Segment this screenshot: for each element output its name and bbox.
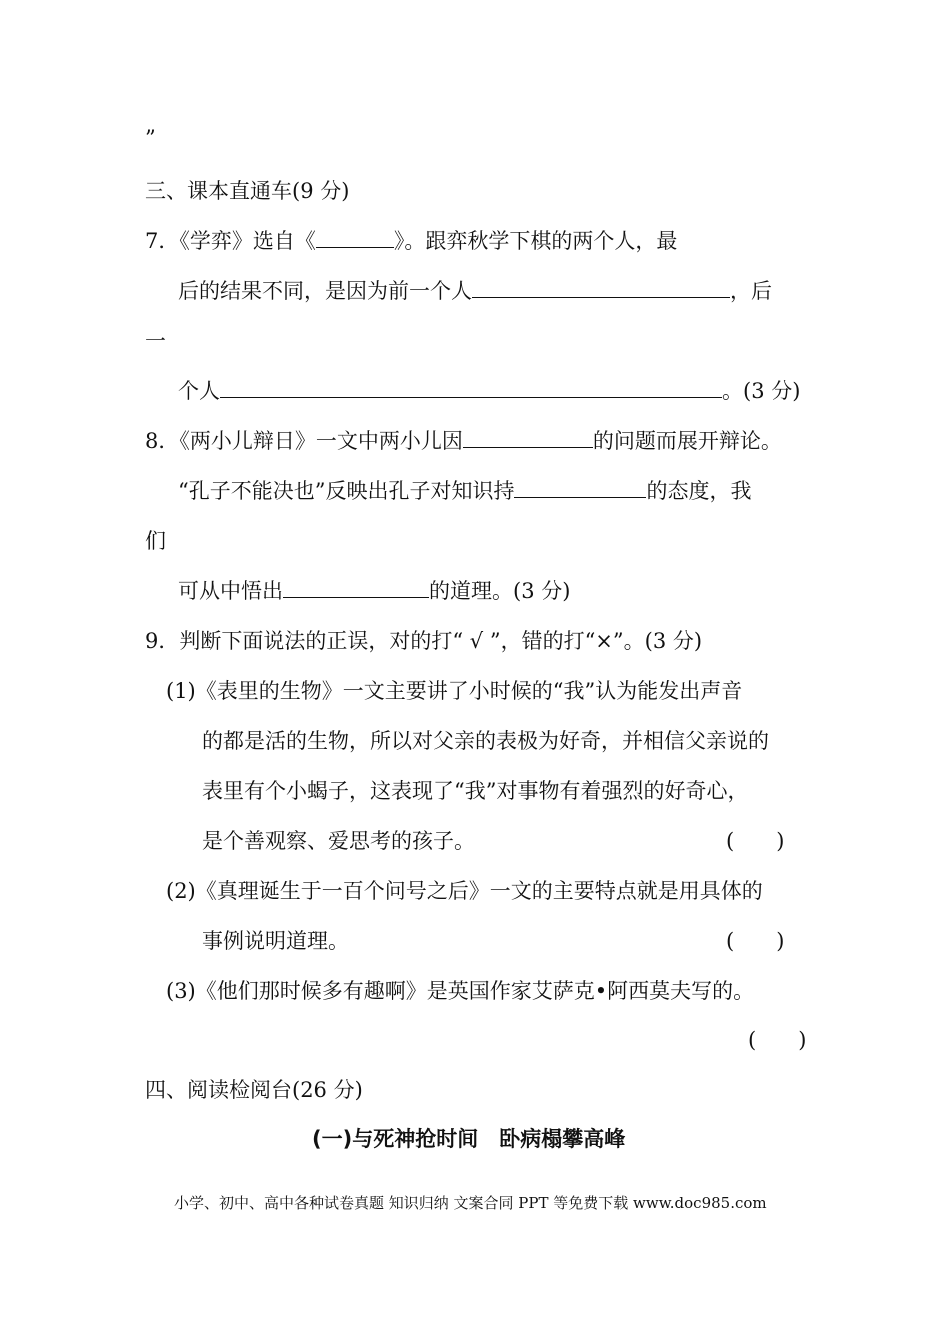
q8-blank-lesson[interactable]	[283, 579, 429, 598]
closing-quote-mark: ”	[145, 126, 156, 150]
q7-blank-first-person[interactable]	[472, 279, 730, 298]
q8-text-f: 的道理。(3 分)	[429, 579, 571, 603]
q7-text-f: 。(3 分)	[722, 379, 801, 403]
q8-blank-question[interactable]	[463, 429, 593, 448]
q9-stem: 9．判断下面说法的正误，对的打“ √ ”，错的打“×”。(3 分)	[145, 629, 703, 653]
q8-text-d: 的态度，我	[646, 479, 752, 503]
q7-line-3: 一	[145, 329, 166, 353]
q9-item-2-line-1: (2)《真理诞生于一百个问号之后》一文的主要特点就是用具体的	[166, 879, 763, 903]
q9-item-1-line-2: 的都是活的生物，所以对父亲的表极为好奇，并相信父亲说的	[202, 729, 769, 753]
q9-item-1-answer-box[interactable]: ( )	[726, 829, 785, 853]
q7-line-1	[145, 227, 677, 255]
q7-line-4	[178, 377, 800, 405]
reading-passage-title: (一)与死神抢时间 卧病榻攀高峰	[312, 1127, 626, 1151]
q7-text-a: 7．《学弈》选自《	[145, 229, 316, 253]
q8-text-c: “孔子不能决也”反映出孔子对知识持	[178, 479, 515, 503]
section-3-heading: 三、课本直通车(9 分)	[145, 179, 350, 203]
q9-item-1-line-4: 是个善观察、爱思考的孩子。	[202, 829, 475, 853]
q9-item-1-line-1: (1)《表里的生物》一文主要讲了小时候的“我”认为能发出声音	[166, 679, 743, 703]
page-footer: 小学、初中、高中各种试卷真题 知识归纳 文案合同 PPT 等免费下载 www.doc985.com	[174, 1194, 767, 1212]
q7-text-e: 个人	[178, 379, 220, 403]
q8-text-a: 8．《两小儿辩日》一文中两小儿因	[145, 429, 463, 453]
q8-text-b: 的问题而展开辩论。	[592, 429, 782, 453]
q7-text-b: 》。跟弈秋学下棋的两个人，最	[393, 229, 678, 253]
q8-blank-attitude[interactable]	[514, 479, 646, 498]
q9-item-3-answer-box[interactable]: ( )	[748, 1028, 807, 1052]
section-4-heading: 四、阅读检阅台(26 分)	[145, 1078, 363, 1102]
q9-item-1-line-3: 表里有个小蝎子，这表现了“我”对事物有着强烈的好奇心，	[202, 779, 749, 803]
q9-item-3-line-1: (3)《他们那时候多有趣啊》是英国作家艾萨克•阿西莫夫写的。	[166, 979, 755, 1003]
q8-text-e: 可从中悟出	[178, 579, 283, 603]
q8-line-2	[178, 477, 751, 505]
q8-line-3: 们	[145, 529, 166, 553]
q8-line-1	[145, 427, 782, 455]
q7-line-2	[178, 277, 772, 305]
q9-item-2-answer-box[interactable]: ( )	[726, 929, 785, 953]
q9-item-2-line-2: 事例说明道理。	[202, 929, 349, 953]
q7-blank-book[interactable]	[316, 229, 394, 248]
q7-blank-second-person[interactable]	[220, 379, 722, 398]
q7-text-d: ，后	[730, 279, 772, 303]
q8-line-4	[178, 577, 570, 605]
q7-text-c: 后的结果不同，是因为前一个人	[178, 279, 472, 303]
